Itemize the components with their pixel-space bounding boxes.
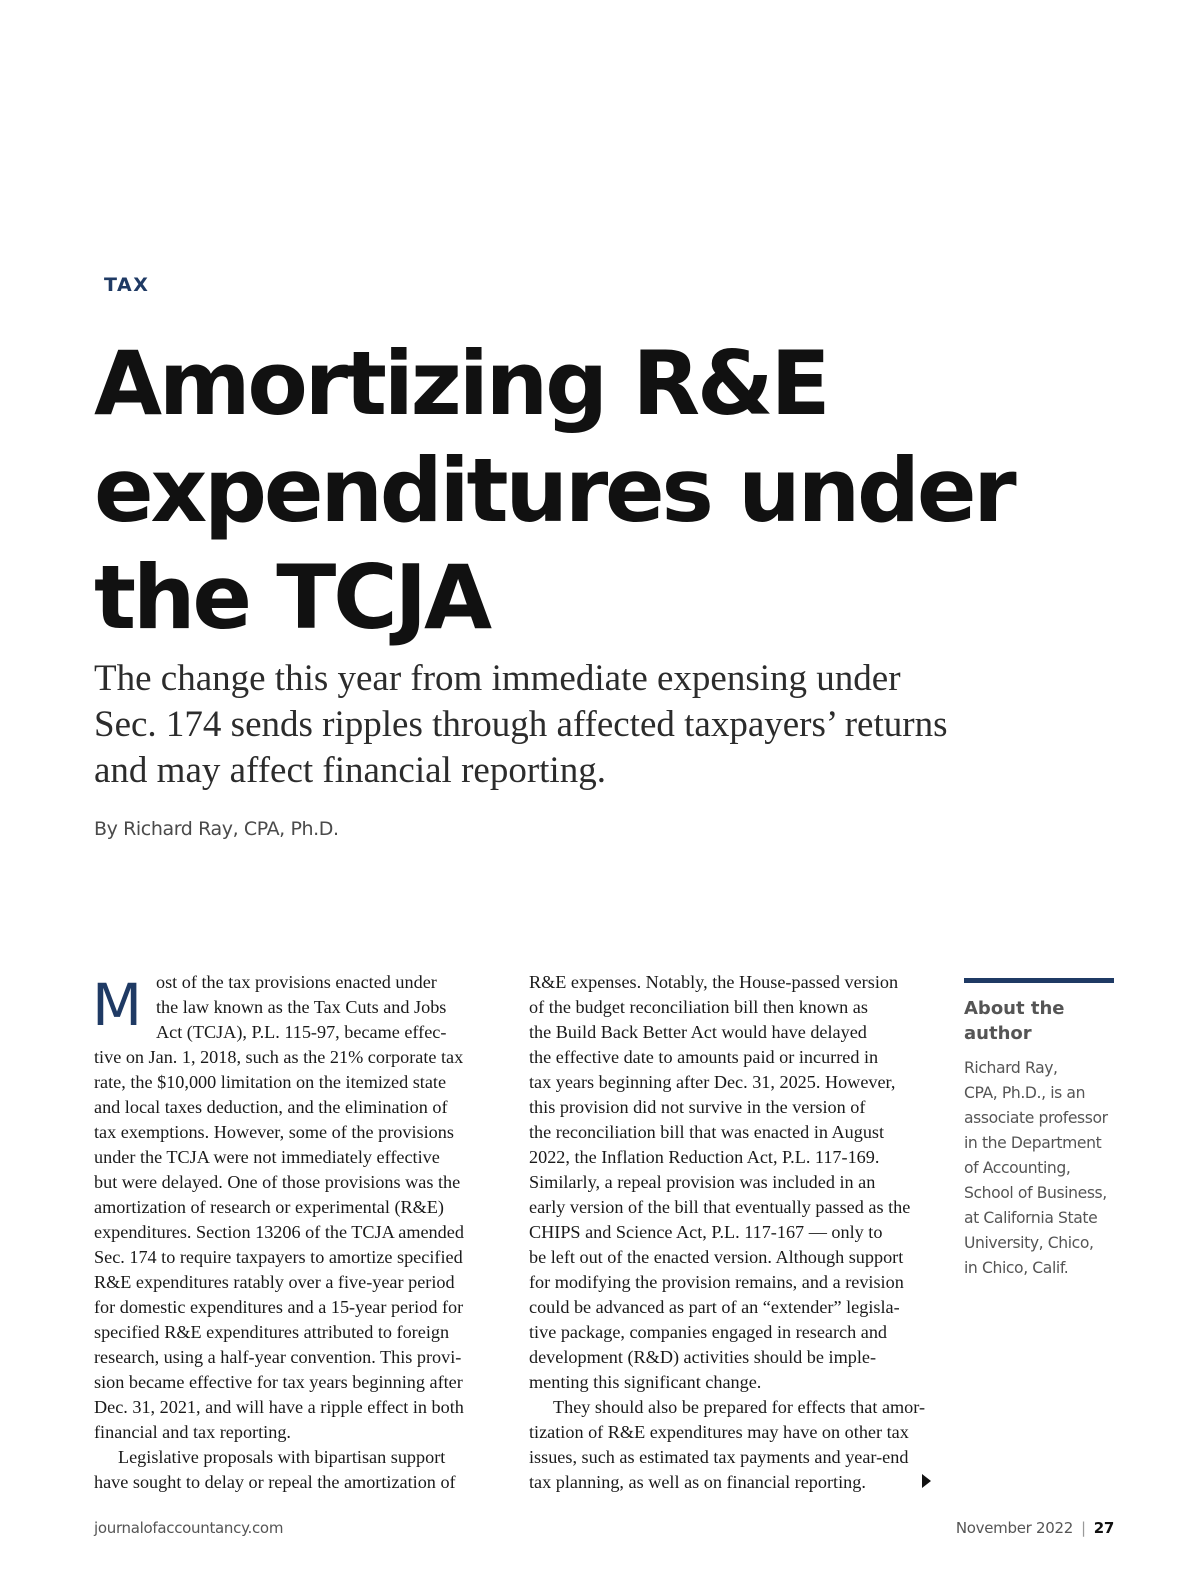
deck-line: Sec. 174 sends ripples through affected taxpayers’ returns xyxy=(94,704,948,745)
headline-line: expenditures under xyxy=(94,439,1014,542)
body-line: menting this significant change. xyxy=(529,1372,762,1392)
deck-line: The change this year from immediate expensing under xyxy=(94,658,901,699)
author-bio-line: in Chico, Calif. xyxy=(964,1259,1069,1277)
body-line: have sought to delay or repeal the amortization of xyxy=(94,1472,456,1492)
body-line: CHIPS and Science Act, P.L. 117-167 — only to xyxy=(529,1222,883,1242)
body-line: Sec. 174 to require taxpayers to amortize specified xyxy=(94,1247,463,1267)
sidebar-title-line: author xyxy=(964,1023,1032,1044)
body-line: sion became effective for tax years beginning after xyxy=(94,1372,463,1392)
author-bio-line: Richard Ray, xyxy=(964,1059,1058,1077)
body-line: this provision did not survive in the version of xyxy=(529,1097,866,1117)
headline-line: Amortizing R&E xyxy=(94,332,828,435)
body-line: tax planning, as well as on financial reporting. xyxy=(529,1472,866,1492)
body-line: Dec. 31, 2021, and will have a ripple effect in both xyxy=(94,1397,464,1417)
deck-line: and may affect financial reporting. xyxy=(94,750,606,791)
body-line: tax exemptions. However, some of the provisions xyxy=(94,1122,454,1142)
body-line: They should also be prepared for effects that amor- xyxy=(553,1397,925,1417)
author-bio-line: associate professor xyxy=(964,1109,1108,1127)
body-line: Legislative proposals with bipartisan support xyxy=(118,1447,446,1467)
body-line: under the TCJA were not immediately effective xyxy=(94,1147,440,1167)
section-label: TAX xyxy=(104,274,150,296)
byline: By Richard Ray, CPA, Ph.D. xyxy=(94,818,339,840)
page-number: 27 xyxy=(1093,1519,1114,1537)
sidebar-rule xyxy=(964,978,1114,983)
author-bio-line: University, Chico, xyxy=(964,1234,1094,1252)
body-column-1 xyxy=(94,970,504,1495)
footer-issue-info xyxy=(956,1519,1114,1537)
body-line: expenditures. Section 13206 of the TCJA amended xyxy=(94,1222,464,1242)
body-line: rate, the $10,000 limitation on the itemized state xyxy=(94,1072,447,1092)
body-line: amortization of research or experimental (R&E) xyxy=(94,1197,444,1217)
body-line: early version of the bill that eventually passed as the xyxy=(529,1197,911,1217)
deck xyxy=(94,656,994,794)
body-line: Similarly, a repeal provision was included in an xyxy=(529,1172,876,1192)
body-line: for modifying the provision remains, and a revision xyxy=(529,1272,904,1292)
body-line: tization of R&E expenditures may have on other tax xyxy=(529,1422,909,1442)
body-line: R&E expenses. Notably, the House-passed version xyxy=(529,972,899,992)
sidebar-title-line: About the xyxy=(964,998,1065,1019)
drop-cap: M xyxy=(92,971,143,1039)
footer-website: journalofaccountancy.com xyxy=(94,1519,284,1537)
footer-issue-date: November 2022 xyxy=(955,1519,1073,1537)
body-line: for domestic expenditures and a 15-year period for xyxy=(94,1297,464,1317)
footer-separator: | xyxy=(1080,1519,1086,1537)
body-line: tive package, companies engaged in research and xyxy=(529,1322,888,1342)
body-line: research, using a half-year convention. This provi- xyxy=(94,1347,462,1367)
body-line: financial and tax reporting. xyxy=(94,1422,291,1442)
body-column-2 xyxy=(529,970,944,1495)
body-line: 2022, the Inflation Reduction Act, P.L. 117-169. xyxy=(529,1147,880,1167)
author-bio-line: of Accounting, xyxy=(964,1159,1071,1177)
body-line: Act (TCJA), P.L. 115-97, became effec- xyxy=(156,1022,447,1042)
body-line: the effective date to amounts paid or incurred in xyxy=(529,1047,879,1067)
body-line: the reconciliation bill that was enacted in August xyxy=(529,1122,885,1142)
body-line: of the budget reconciliation bill then known as xyxy=(529,997,868,1017)
body-line: the law known as the Tax Cuts and Jobs xyxy=(156,997,447,1017)
body-line: ost of the tax provisions enacted under xyxy=(156,972,437,992)
headline-line: the TCJA xyxy=(94,546,489,649)
author-bio-line: at California State xyxy=(964,1209,1098,1227)
author-bio xyxy=(964,1056,1124,1281)
body-line: could be advanced as part of an “extender” legisla- xyxy=(529,1297,900,1317)
body-line: and local taxes deduction, and the elimination of xyxy=(94,1097,448,1117)
headline xyxy=(94,330,1094,651)
body-line: the Build Back Better Act would have delayed xyxy=(529,1022,867,1042)
body-line: development (R&D) activities should be imple- xyxy=(529,1347,877,1367)
body-line: tax years beginning after Dec. 31, 2025. However, xyxy=(529,1072,896,1092)
body-line: be left out of the enacted version. Although support xyxy=(529,1247,904,1267)
author-bio-line: CPA, Ph.D., is an xyxy=(964,1084,1086,1102)
body-line: R&E expenditures ratably over a five-year period xyxy=(94,1272,455,1292)
body-line: but were delayed. One of those provisions was the xyxy=(94,1172,461,1192)
sidebar-title xyxy=(964,996,1114,1046)
body-line: tive on Jan. 1, 2018, such as the 21% corporate tax xyxy=(94,1047,464,1067)
body-line: issues, such as estimated tax payments and year-end xyxy=(529,1447,909,1467)
continue-arrow-icon xyxy=(922,1474,931,1488)
body-line: specified R&E expenditures attributed to foreign xyxy=(94,1322,450,1342)
author-bio-line: School of Business, xyxy=(964,1184,1107,1202)
author-bio-line: in the Department xyxy=(964,1134,1102,1152)
